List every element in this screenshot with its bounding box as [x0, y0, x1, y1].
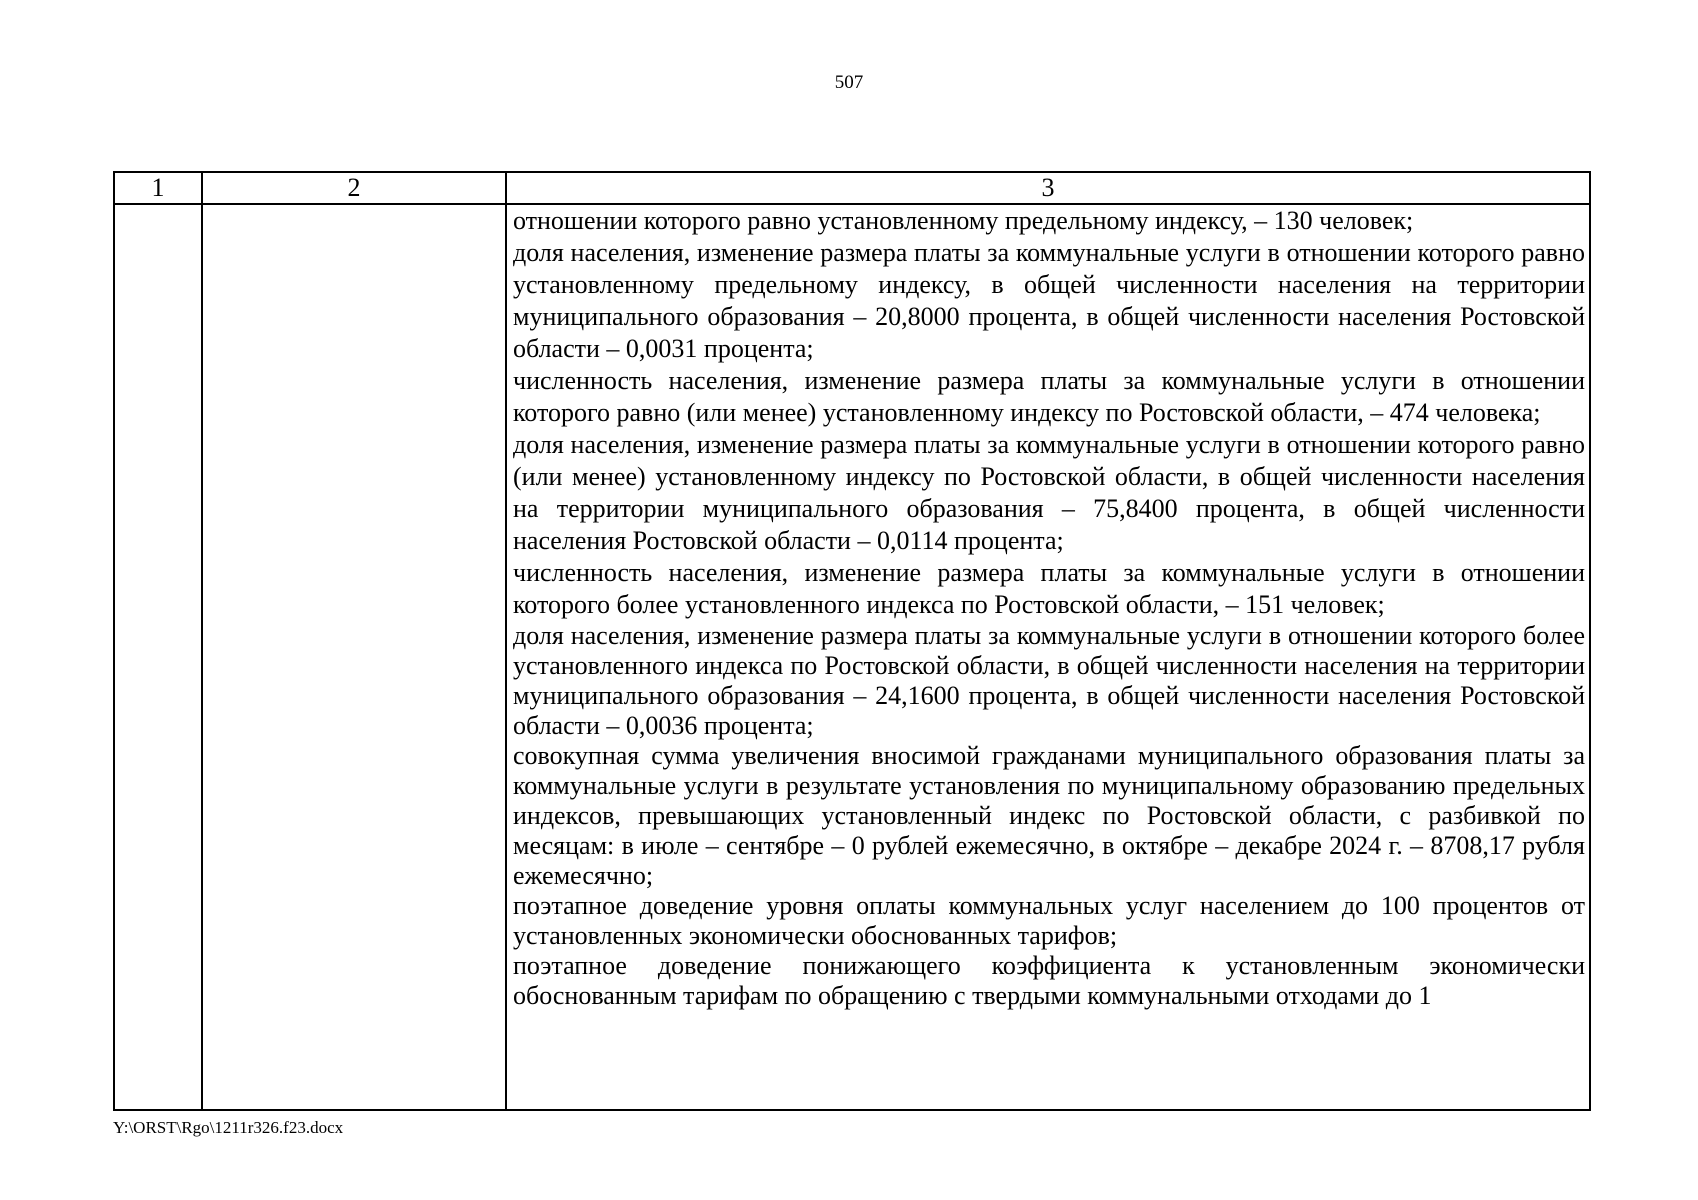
cell-col-3 — [506, 204, 1590, 1110]
document-table — [113, 171, 1591, 1111]
paragraph: доля населения, изменение размера платы за коммунальные услуги в отношении которого равно установленному предельному индексу, в общей численности населения на территории муниципального образования – 20,8000 процента, в общей численности населения Ростовской области – 0,0031 процента; — [513, 238, 1585, 363]
column-header-1: 1 — [114, 172, 202, 204]
cell-col-1 — [114, 204, 202, 1110]
paragraph: поэтапное доведение уровня оплаты коммунальных услуг населением до 100 процентов от установленных экономически обоснованных тарифов; — [513, 891, 1585, 950]
paragraph: отношении которого равно установленному предельному индексу, – 130 человек; — [513, 206, 1414, 235]
paragraph: доля населения, изменение размера платы за коммунальные услуги в отношении которого более установленного индекса по Ростовской области, в общей численности населения на территории муниципального образования – 24,1600 процента, в общей численности населения Ростовской области – 0,0036 процента; — [513, 621, 1585, 740]
paragraph: совокупная сумма увеличения вносимой гражданами муниципального образования платы за коммунальные услуги в результате установления по муниципальному образованию предельных индексов, превышающих установленный индекс по Ростовской области, с разбивкой по месяцам: в июле – сентябре – 0 рублей ежемесячно, в октябре – декабре 2024 г. – 8708,17 рубля ежемесячно; — [513, 741, 1585, 890]
table-row — [114, 204, 1590, 1110]
page-number: 507 — [834, 72, 864, 93]
cell-col-3-text — [507, 205, 1589, 1011]
paragraph: численность населения, изменение размера платы за коммунальные услуги в отношении которого более установленного индекса по Ростовской области, – 151 человек; — [513, 558, 1585, 619]
footer-file-path: Y:\ORST\Rgo\1211r326.f23.docx — [113, 1118, 344, 1137]
paragraph: численность населения, изменение размера платы за коммунальные услуги в отношении которого равно (или менее) установленному индексу по Ростовской области, – 474 человека; — [513, 366, 1585, 427]
cell-col-2 — [202, 204, 506, 1110]
column-header-3: 3 — [506, 172, 1590, 204]
table-header-row — [114, 172, 1590, 204]
paragraph: поэтапное доведение понижающего коэффициента к установленным экономически обоснованным тарифам по обращению с твердыми коммунальными отходами до 1 — [513, 951, 1585, 1010]
paragraph: доля населения, изменение размера платы за коммунальные услуги в отношении которого равно (или менее) установленному индексу по Ростовской области, в общей численности населения на территории муниципального образования – 75,8400 процента, в общей численности населения Ростовской области – 0,0114 процента; — [513, 430, 1585, 555]
column-header-2: 2 — [202, 172, 506, 204]
